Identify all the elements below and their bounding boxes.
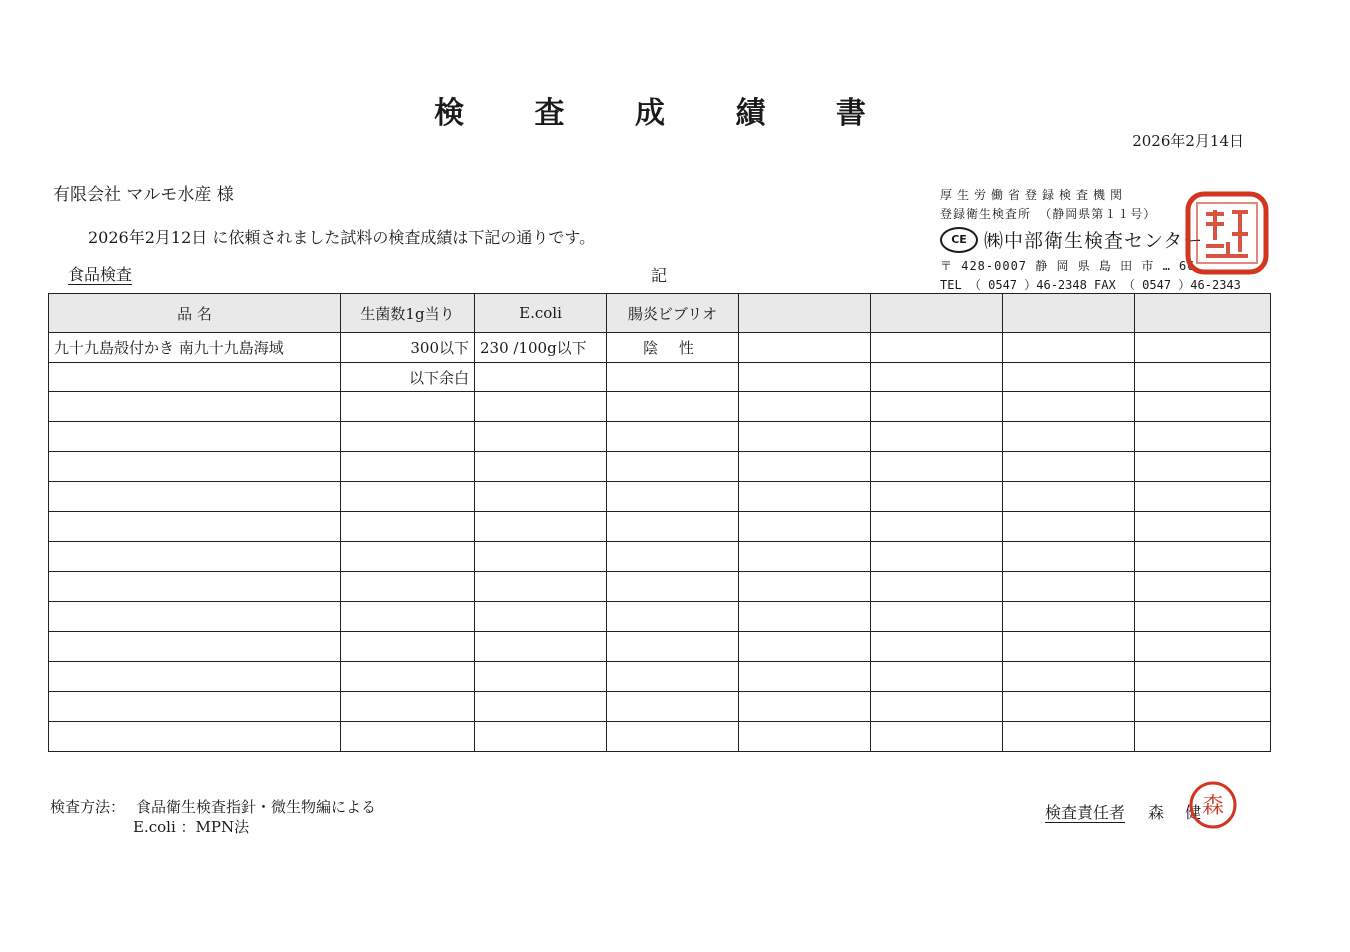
lab-seal-icon	[1184, 190, 1270, 276]
table-cell	[871, 422, 1003, 452]
table-cell	[607, 363, 739, 392]
table-cell	[49, 602, 341, 632]
table-cell	[1003, 363, 1135, 392]
table-cell	[49, 632, 341, 662]
ki-label: 記	[651, 266, 668, 285]
table-cell	[49, 482, 341, 512]
table-cell	[607, 512, 739, 542]
table-row	[49, 392, 1271, 422]
table-cell	[1135, 632, 1271, 662]
table-cell	[1003, 452, 1135, 482]
table-cell	[1003, 662, 1135, 692]
table-cell	[739, 572, 871, 602]
inspector-seal-icon	[1188, 780, 1238, 830]
table-cell	[739, 422, 871, 452]
issue-date: 2026年2月14日	[1132, 132, 1244, 150]
table-cell	[1003, 602, 1135, 632]
table-cell	[739, 692, 871, 722]
table-cell	[871, 512, 1003, 542]
table-cell	[871, 482, 1003, 512]
table-cell	[1135, 363, 1271, 392]
column-header	[871, 294, 1003, 333]
table-cell	[475, 662, 607, 692]
table-cell	[341, 572, 475, 602]
lab-address: 〒 428-0007 静 岡 県 島 田 市 … 66	[940, 259, 1196, 273]
recipient: 有限会社 マルモ水産 様	[53, 185, 234, 205]
table-body	[49, 333, 1271, 752]
table-cell	[1135, 692, 1271, 722]
document-title: 検 査 成 績 書	[434, 96, 896, 131]
table-cell	[871, 662, 1003, 692]
table-cell	[871, 692, 1003, 722]
table-cell	[475, 482, 607, 512]
table-cell	[475, 422, 607, 452]
inspector-seal-text: 森	[1201, 794, 1225, 819]
table-cell	[871, 722, 1003, 752]
table-cell	[739, 632, 871, 662]
table-cell	[1135, 602, 1271, 632]
method-value: 食品衛生検査指針・微生物編による	[136, 798, 377, 816]
lab-logo-icon: CE	[940, 227, 978, 253]
table-cell	[475, 632, 607, 662]
method-ecoli: E.coli ：MPN法	[133, 818, 250, 836]
table-cell	[739, 363, 871, 392]
table-cell	[475, 572, 607, 602]
table-cell	[739, 722, 871, 752]
table-cell	[341, 602, 475, 632]
table-row	[49, 512, 1271, 542]
table-cell	[49, 542, 341, 572]
table-row	[49, 482, 1271, 512]
table-cell	[739, 482, 871, 512]
table-cell	[475, 363, 607, 392]
table-cell	[1135, 333, 1271, 363]
table-cell	[49, 422, 341, 452]
table-cell	[475, 722, 607, 752]
table-cell	[871, 333, 1003, 363]
results-table	[48, 293, 1271, 752]
table-cell	[871, 572, 1003, 602]
table-row	[49, 572, 1271, 602]
table-cell	[607, 602, 739, 632]
table-cell	[475, 392, 607, 422]
table-cell	[1135, 392, 1271, 422]
table-cell: 九十九島殻付かき 南九十九島海域	[49, 333, 341, 363]
lab-contact: TEL （ 0547 ）46-2348 FAX （ 0547 ）46-2343	[940, 278, 1241, 292]
table-cell	[1003, 392, 1135, 422]
table-cell	[607, 392, 739, 422]
table-cell	[1003, 333, 1135, 363]
table-cell	[871, 542, 1003, 572]
table-cell	[49, 392, 341, 422]
method-label: 検査方法：	[50, 798, 126, 816]
table-row	[49, 363, 1271, 392]
lab-registration: 厚生労働省登録検査機関	[940, 188, 1128, 202]
table-cell	[1003, 632, 1135, 662]
column-header	[739, 294, 871, 333]
table-cell	[475, 692, 607, 722]
column-header	[1003, 294, 1135, 333]
table-row	[49, 692, 1271, 722]
table-cell	[739, 512, 871, 542]
table-cell	[607, 482, 739, 512]
table-row	[49, 722, 1271, 752]
table-cell	[871, 602, 1003, 632]
table-cell	[475, 602, 607, 632]
table-cell	[1135, 452, 1271, 482]
responsible-label: 検査責任者	[1045, 803, 1126, 822]
table-cell: 以下余白	[341, 363, 475, 392]
table-cell	[871, 632, 1003, 662]
table-cell	[341, 722, 475, 752]
table-cell	[739, 333, 871, 363]
table-cell	[1135, 422, 1271, 452]
table-cell	[49, 572, 341, 602]
table-cell	[607, 452, 739, 482]
table-cell: 300以下	[341, 333, 475, 363]
table-cell	[607, 422, 739, 452]
table-cell	[49, 662, 341, 692]
lab-registration-number: 登録衛生検査所 （静岡県第１１号）	[940, 207, 1157, 221]
table-cell	[341, 542, 475, 572]
table-cell	[341, 452, 475, 482]
table-cell	[1003, 572, 1135, 602]
table-cell	[739, 602, 871, 632]
lab-name: ㈱中部衛生検査センター	[984, 230, 1204, 252]
table-cell	[607, 632, 739, 662]
table-cell	[341, 422, 475, 452]
table-cell	[49, 363, 341, 392]
table-cell	[607, 722, 739, 752]
table-cell	[341, 392, 475, 422]
table-row	[49, 333, 1271, 363]
column-header: 品 名	[49, 294, 341, 333]
table-cell	[739, 452, 871, 482]
table-cell	[475, 542, 607, 572]
table-cell: 陰 性	[607, 333, 739, 363]
table-cell	[871, 452, 1003, 482]
table-cell	[49, 512, 341, 542]
table-row	[49, 602, 1271, 632]
table-cell	[49, 452, 341, 482]
table-cell	[1135, 722, 1271, 752]
table-cell	[341, 662, 475, 692]
table-cell	[1003, 692, 1135, 722]
table-cell	[739, 392, 871, 422]
table-cell	[341, 482, 475, 512]
table-cell	[607, 572, 739, 602]
intro-text: 2026年2月12日 に依頼されました試料の検査成績は下記の通りです。	[88, 228, 596, 247]
column-header: 生菌数1g当り	[341, 294, 475, 333]
column-header: 腸炎ビブリオ	[607, 294, 739, 333]
table-cell	[739, 542, 871, 572]
table-cell	[607, 692, 739, 722]
table-cell	[1003, 482, 1135, 512]
table-cell	[1135, 662, 1271, 692]
table-cell	[871, 363, 1003, 392]
table-header-row	[49, 294, 1271, 333]
table-cell	[1135, 542, 1271, 572]
table-cell	[341, 632, 475, 662]
table-row	[49, 662, 1271, 692]
table-row	[49, 422, 1271, 452]
table-cell	[341, 692, 475, 722]
column-header: E.coli	[475, 294, 607, 333]
table-cell	[475, 452, 607, 482]
table-cell	[1003, 722, 1135, 752]
table-cell	[1135, 482, 1271, 512]
table-cell	[49, 692, 341, 722]
table-cell	[1135, 572, 1271, 602]
table-cell	[475, 512, 607, 542]
table-cell	[739, 662, 871, 692]
column-header	[1135, 294, 1271, 333]
table-cell: 230 /100g以下	[475, 333, 607, 363]
table-row	[49, 542, 1271, 572]
section-label: 食品検査	[68, 265, 133, 284]
table-cell	[607, 542, 739, 572]
table-cell	[1003, 422, 1135, 452]
table-cell	[607, 662, 739, 692]
table-cell	[1003, 512, 1135, 542]
table-row	[49, 632, 1271, 662]
table-cell	[1003, 542, 1135, 572]
table-row	[49, 452, 1271, 482]
table-cell	[49, 722, 341, 752]
table-cell	[871, 392, 1003, 422]
responsible-name: 森 健	[1148, 803, 1210, 822]
table-cell	[1135, 512, 1271, 542]
table-cell	[341, 512, 475, 542]
